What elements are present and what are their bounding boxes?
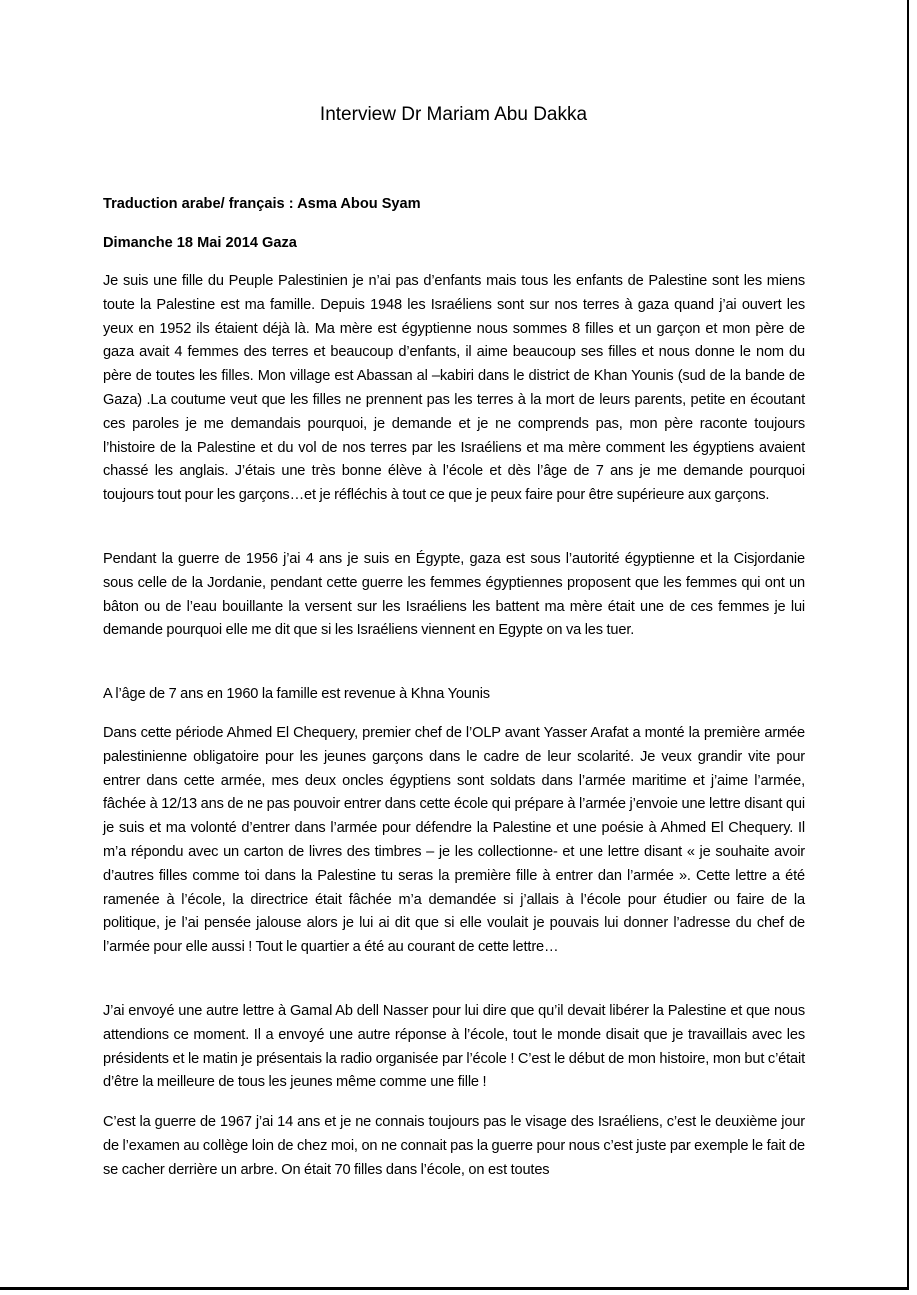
translation-credit: Traduction arabe/ français : Asma Abou Syam — [103, 196, 421, 212]
paragraph-2: Pendant la guerre de 1956 j’ai 4 ans je suis en Égypte, gaza est sous l’autorité égyptienne et la Cisjordanie sous celle de la Jordanie, pendant cette guerre les femmes égyptiennes proposent que les femmes qui ont un bâton ou de l’eau bouillante la versent sur les Israéliens les battent ma mère était une de ces femmes je lui demande pourquoi elle me dit que si les Israéliens viennent en Egypte on va les tuer. — [103, 551, 805, 639]
paragraph-6: C’est la guerre de 1967 j’ai 14 ans et je ne connais toujours pas le visage des Israéliens, c’est le deuxième jour de l’examen au collège loin de chez moi, on ne connait pas la guerre pour nous c’est juste par exemple le fait de se cacher derrière un arbre. On était 70 filles dans l’école, on est toutes — [103, 1114, 805, 1178]
paragraph-3: A l’âge de 7 ans en 1960 la famille est revenue à Khna Younis — [103, 686, 490, 702]
paragraph-5: J’ai envoyé une autre lettre à Gamal Ab dell Nasser pour lui dire que qu’il devait libérer la Palestine et que nous attendions ce moment. Il a envoyé une autre réponse à l’école, tout le monde disait que je travaillais avec les présidents et le matin je présentais la radio organisée par l’école ! C’est le début de mon histoire, mon but c’était d’être la meilleure de tous les jeunes même comme une fille ! — [103, 1003, 805, 1091]
paragraph-4: Dans cette période Ahmed El Chequery, premier chef de l’OLP avant Yasser Arafat a monté la première armée palestinienne obligatoire pour les jeunes garçons dans le cadre de leur scolarité. Je veux grandir vite pour entrer dans cette armée, mes deux oncles égyptiens sont soldats dans l’armée maritime et j’aime l’armée, fâchée à 12/13 ans de ne pas pouvoir entrer dans cette école qui prépare à l’armée j’envoie une lettre disant qui je suis et ma volonté d’entrer dans l’armée pour défendre la Palestine et une poésie à Ahmed El Chequery. Il m’a répondu avec un carton de livres des timbres – je les collectionne- et une lettre disant « je souhaite avoir d’autres filles comme toi dans la Palestine tu seras la première fille à entrer dan l’armée ». Cette lettre a été ramenée à l’école, la directrice était fâchée m’a demandée si j’allais à l’école pour étudier ou faire de la politique, je l’ai pensée jalouse alors je lui ai dit que si elle voulait je pouvais lui donner l’adresse du chef de l’armée pour elle aussi ! Tout le quartier a été au courant de cette lettre… — [103, 725, 805, 956]
document-title: Interview Dr Mariam Abu Dakka — [319, 104, 588, 125]
paragraph-1: Je suis une fille du Peuple Palestinien je n’ai pas d’enfants mais tous les enfants de Palestine sont les miens toute la Palestine est ma famille. Depuis 1948 les Israéliens sont sur nos terres à gaza quand j’ai ouvert les yeux en 1952 ils étaient déjà là. Ma mère est égyptienne nous sommes 8 filles et un garçon et mon père de gaza avait 4 femmes des terres et beaucoup d’enfants, il aime beaucoup ses filles et nous donne le nom du père de toutes les filles. Mon village est Abassan al –kabiri dans le district de Khan Younis (sud de la bande de Gaza) .La coutume veut que les filles ne prennent pas les terres à la mort de leurs parents, petite en écoutant ces paroles je me demandais pourquoi, je demande et je ne comprends pas, mon père raconte toujours l’histoire de la Palestine et du vol de nos terres par les Israéliens et ma mère comment les égyptiens avaient chassé les anglais. J’étais une très bonne élève à l’école et dès l’âge de 7 ans je me demande pourquoi toujours tout pour les garçons…et je réfléchis à tout ce que je peux faire pour être supérieure aux garçons. — [103, 273, 805, 504]
date-line: Dimanche 18 Mai 2014 Gaza — [103, 235, 297, 251]
